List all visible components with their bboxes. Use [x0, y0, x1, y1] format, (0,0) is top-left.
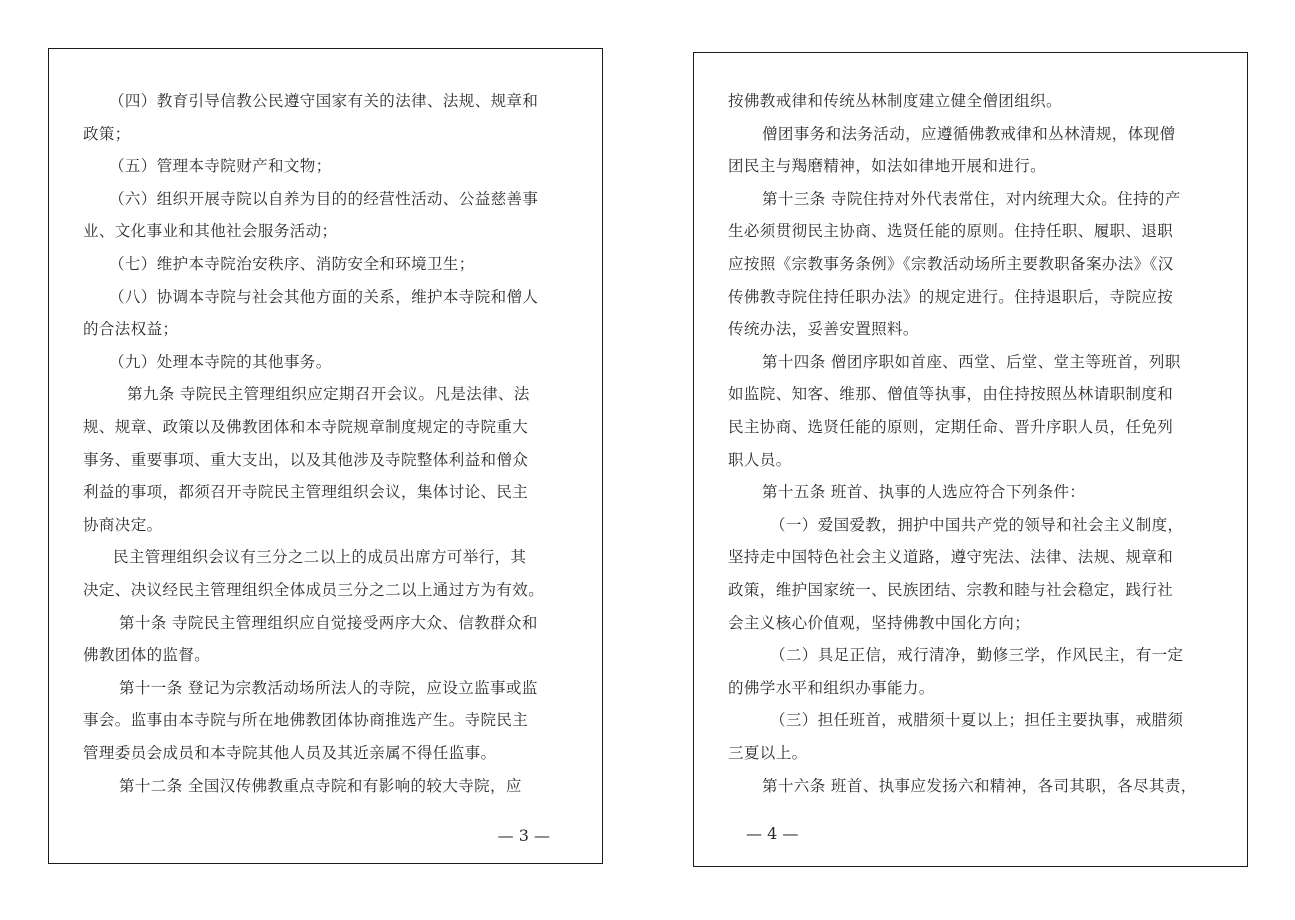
- text-line: 传统办法，妥善安置照料。: [728, 320, 919, 339]
- text-line: 第十二条 全国汉传佛教重点寺院和有影响的较大寺院，应: [119, 776, 522, 795]
- text-line: （五）管理本寺院财产和文物；: [109, 157, 332, 176]
- text-line: 事会。监事由本寺院与所在地佛教团体协商推选产生。寺院民主: [83, 711, 529, 730]
- text-line: 协商决定。: [83, 515, 163, 534]
- text-line: 应按照《宗教事务条例》《宗教活动场所主要教职备案办法》《汉: [728, 255, 1174, 273]
- document-page-4: [693, 52, 1248, 867]
- text-line: （八）协调本寺院与社会其他方面的关系，维护本寺院和僧人: [109, 287, 539, 306]
- text-line: 的佛学水平和组织办事能力。: [728, 678, 935, 697]
- text-line: 会主义核心价值观，坚持佛教中国化方向；: [728, 613, 1031, 632]
- text-line: （九）处理本寺院的其他事务。: [109, 352, 332, 371]
- text-line: 第十六条 班首、执事应发扬六和精神，各司其职，各尽其责，: [762, 776, 1197, 795]
- document-page-3: [48, 48, 603, 864]
- text-line: 民主管理组织会议有三分之二以上的成员出席方可举行，其: [113, 548, 527, 567]
- text-line: 佛教团体的监督。: [83, 646, 211, 665]
- text-line: 如监院、知客、维那、僧值等执事，由住持按照丛林请职制度和: [728, 385, 1174, 404]
- text-line: 事务、重要事项、重大支出，以及其他涉及寺院整体利益和僧众: [83, 450, 529, 469]
- text-line: （一）爱国爱教，拥护中国共产党的领导和社会主义制度，: [770, 515, 1184, 534]
- page-number: — 3 —: [497, 826, 550, 845]
- text-line: 坚持走中国特色社会主义道路，遵守宪法、法律、法规、规章和: [728, 548, 1174, 567]
- text-line: 生必须贯彻民主协商、选贤任能的原则。住持任职、履职、退职: [728, 222, 1174, 241]
- text-line: （二）具足正信，戒行清净，勤修三学，作风民主，有一定: [770, 646, 1184, 665]
- text-line: 第十四条 僧团序职如首座、西堂、后堂、堂主等班首，列职: [762, 352, 1181, 371]
- text-line: 民主协商、选贤任能的原则，定期任命、晋升序职人员，任免列: [728, 418, 1174, 436]
- text-line: 决定、决议经民主管理组织全体成员三分之二以上通过方为有效。: [83, 581, 545, 599]
- text-line: （三）担任班首，戒腊须十夏以上；担任主要执事，戒腊须: [770, 711, 1184, 730]
- text-line: 政策，维护国家统一、民族团结、宗教和睦与社会稳定，践行社: [728, 581, 1174, 599]
- text-line: 业、文化事业和其他社会服务活动；: [83, 222, 338, 241]
- text-line: 团民主与羯磨精神，如法如律地开展和进行。: [728, 157, 1047, 176]
- page-number: — 4 —: [746, 824, 799, 843]
- text-line: （六）组织开展寺院以自养为目的的经营性活动、公益慈善事: [109, 189, 539, 208]
- text-line: 三夏以上。: [728, 744, 808, 762]
- text-line: 利益的事项，都须召开寺院民主管理组织会议，集体讨论、民主: [83, 483, 529, 502]
- text-line: 第九条 寺院民主管理组织应定期召开会议。凡是法律、法: [127, 385, 530, 404]
- text-line: （四）教育引导信教公民遵守国家有关的法律、法规、规章和: [109, 92, 539, 110]
- text-line: 政策；: [83, 124, 131, 143]
- text-line: （七）维护本寺院治安秩序、消防安全和环境卫生；: [109, 255, 475, 273]
- text-line: 第十三条 寺院住持对外代表常住，对内统理大众。住持的产: [762, 189, 1181, 208]
- text-line: 的合法权益；: [83, 320, 179, 339]
- text-line: 第十条 寺院民主管理组织应自觉接受两序大众、信教群众和: [119, 613, 538, 632]
- text-line: 按佛教戒律和传统丛林制度建立健全僧团组织。: [728, 92, 1062, 110]
- text-line: 僧团事务和法务活动，应遵循佛教戒律和丛林清规，体现僧: [762, 124, 1176, 143]
- text-line: 第十五条 班首、执事的人选应符合下列条件：: [762, 483, 1086, 502]
- text-line: 职人员。: [728, 450, 792, 469]
- text-line: 管理委员会成员和本寺院其他人员及其近亲属不得任监事。: [83, 744, 497, 762]
- text-line: 第十一条 登记为宗教活动场所法人的寺院，应设立监事或监: [119, 678, 538, 697]
- text-line: 传佛教寺院住持任职办法》的规定进行。住持退职后，寺院应按: [728, 287, 1174, 306]
- text-line: 规、规章、政策以及佛教团体和本寺院规章制度规定的寺院重大: [83, 418, 529, 436]
